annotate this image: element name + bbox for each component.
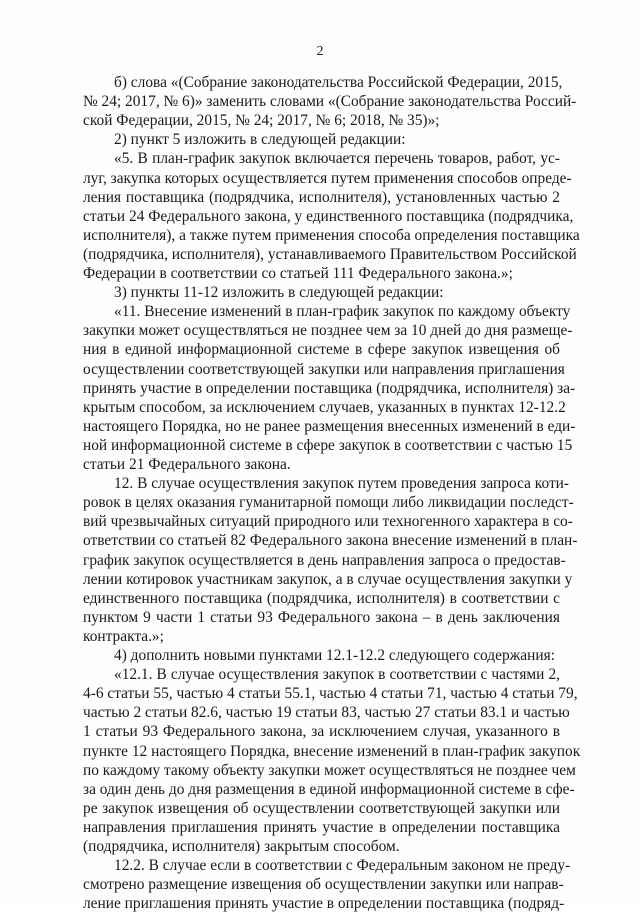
text-line: 2) пункт 5 изложить в следующей редакции: [114,131,406,149]
text-line: настоящего Порядка, но не ранее размещения внесенных изменений в еди- [83,417,576,435]
text-line: 12. В случае осуществления закупок путем проведения запроса коти- [114,475,570,493]
text-line: «5. В план-график закупок включается перечень товаров, работ, ус- [114,150,560,168]
text-line: «11. Внесение изменений в план-график закупок по каждому объекту [114,303,571,321]
text-line: статьи 21 Федерального закона. [83,456,291,473]
text-line: вий чрезвычайных ситуаций природного или техногенного характера в со- [83,513,573,531]
text-line: 4-6 статьи 55, частью 4 статьи 55.1, частью 4 статьи 71, частью 4 статьи 79, [83,685,578,703]
text-line: график закупок осуществляется в день направления запроса о предостав- [83,551,566,569]
text-line: ре закупок извещения об осуществлении соответствующей закупки или [83,799,560,817]
text-line: б) слова «(Собрание законодательства Российской Федерации, 2015, [114,74,563,91]
text-line: направления приглашения принять участие в определении поставщика [83,818,560,836]
text-line: (подрядчика, исполнителя) закрытым способом. [83,838,400,855]
text-line: ления поставщика (подрядчика, исполнителя), установленных частью 2 [83,188,560,206]
text-line: ответствии со статьей 82 Федерального закона внесение изменений в план- [83,532,578,550]
text-line: 4) дополнить новыми пунктами 12.1-12.2 следующего содержания: [114,647,555,664]
text-line: ровок в целях оказания гуманитарной помощи либо ликвидации последст- [83,494,574,512]
text-line: ной информационной системе в сфере закупок в соответствии с частью 15 [83,436,573,454]
text-line: 3) пункты 11-12 изложить в следующей редакции: [114,284,444,302]
text-line: частью 2 статьи 82.6, частью 19 статьи 83, частью 27 статьи 83.1 и частью [83,704,570,722]
text-line: № 24; 2017, № 6)» заменить словами «(Собрание законодательства Россий- [83,93,577,111]
text-line: за один день до дня размещения в единой информационной системе в сфе- [83,780,575,798]
text-line: луг, закупка которых осуществляется путем применения способов опреде- [83,169,572,187]
text-line: Федерации в соответствии со статьей 111 Федерального закона.»; [83,265,513,282]
text-line: по каждому такому объекту закупки может осуществляться не позднее чем [83,761,576,779]
text-line: (подрядчика, исполнителя), устанавливаемого Правительством Российской [83,245,577,263]
text-line: «12.1. В случае осуществления закупок в соответствии с частями 2, [114,666,560,684]
text-line: ния в единой информационной системе в сфере закупок извещения об [83,341,560,359]
text-line: пункте 12 настоящего Порядка, внесение изменений в план-график закупок [83,742,581,760]
text-line: осуществлении соответствующей закупки или направления приглашения [83,360,565,378]
text-line: крытым способом, за исключением случаев, указанных в пунктах 12-12.2 [83,398,566,416]
text-line: исполнителя), а также путем применения способа определения поставщика [83,226,580,244]
text-line: смотрено размещение извещения об осуществлении закупки или направ- [83,876,564,894]
text-line: принять участие в определении поставщика (подрядчика, исполнителя) за- [83,379,576,397]
text-line: ление приглашения принять участие в определении поставщика (подряд- [83,895,565,913]
text-line: ской Федерации, 2015, № 24; 2017, № 6; 2018, № 35)»; [83,112,440,130]
text-line: статьи 24 Федерального закона, у единственного поставщика (подрядчика, [83,207,574,225]
text-line: закупки может осуществляться не позднее чем за 10 дней до дня размеще- [83,322,573,340]
text-line: 12.2. В случае если в соответствии с Федеральным законом не преду- [114,857,571,875]
page-number: 2 [316,44,324,59]
text-line: единственного поставщика (подрядчика, исполнителя) в соответствии с [83,589,560,607]
text-line: 1 статьи 93 Федерального закона, за исключением случая, указанного в [83,723,560,741]
text-line: контракта.»; [83,627,164,645]
text-line: пунктом 9 части 1 статьи 93 Федерального закона – в день заключения [83,608,560,626]
text-line: лении котировок участникам закупок, а в случае осуществления закупки у [83,570,573,588]
